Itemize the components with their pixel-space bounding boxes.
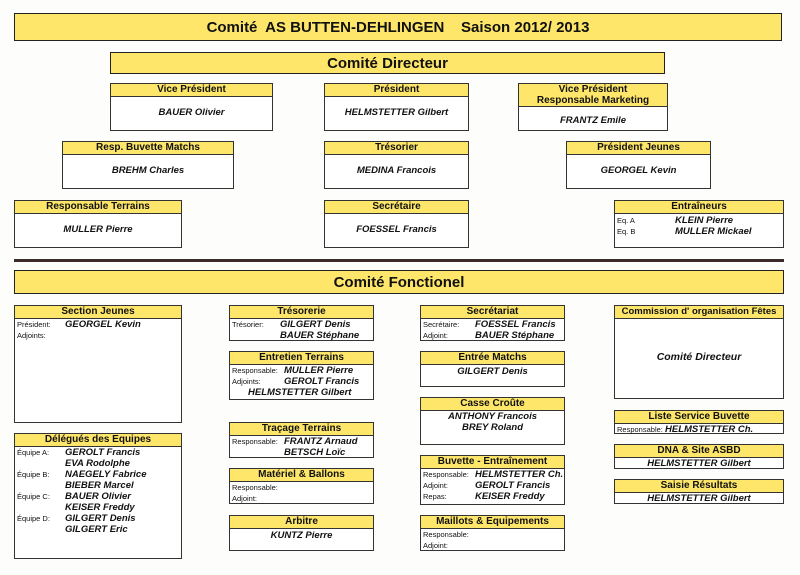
box-label: Liste Service Buvette <box>615 411 783 424</box>
box-responsable-terrains <box>14 200 182 248</box>
list-item <box>230 319 373 330</box>
list-item <box>615 424 783 435</box>
person-name: BAUER Olivier <box>65 491 131 502</box>
person-name: MULLER Pierre <box>63 224 133 235</box>
list-item <box>421 491 564 502</box>
delegues-rows <box>15 447 181 535</box>
list-item <box>15 513 181 524</box>
list-item <box>230 330 373 341</box>
list-item <box>421 540 564 551</box>
list-item <box>230 387 373 398</box>
list-item <box>615 215 783 226</box>
person-name: FRANTZ Emile <box>560 115 626 126</box>
box-entretien-terrains <box>229 351 374 400</box>
list-item <box>421 319 564 330</box>
person-name: BIEBER Marcel <box>65 480 134 491</box>
box-label: Secrétariat <box>421 306 564 319</box>
box-label: Entraîneurs <box>615 201 783 214</box>
row-label: Adjoint: <box>232 494 258 503</box>
box-entree-matchs <box>420 351 565 387</box>
box-label: Traçage Terrains <box>230 423 373 436</box>
box-label: Matériel & Ballons <box>230 469 373 482</box>
box-label <box>519 84 667 107</box>
person-name: KEISER Freddy <box>475 491 545 502</box>
person-name: KUNTZ Pierre <box>270 530 333 541</box>
row-label: Équipe C: <box>17 492 50 501</box>
row-label: Président: <box>17 320 51 329</box>
box-label: DNA & Site ASBD <box>615 445 783 458</box>
entraineurs-rows <box>615 214 783 237</box>
row-label: Équipe B: <box>17 470 50 479</box>
person-name: BAUER Stéphane <box>280 330 360 341</box>
person-name: GILGERT Denis <box>280 319 351 330</box>
row-label: Adjoint: <box>423 331 449 340</box>
row-label: Adjoint: <box>423 481 449 490</box>
person-name: GEORGEL Kevin <box>600 165 677 176</box>
box-label: Entrée Matchs <box>421 352 564 365</box>
person-name: KEISER Freddy <box>65 502 135 513</box>
list-item <box>15 319 181 330</box>
list-item <box>15 524 181 535</box>
box-tresorier <box>324 141 469 189</box>
box-label: Maillots & Equipements <box>421 516 564 529</box>
box-liste-service-buvette <box>614 410 784 434</box>
box-dna-site <box>614 444 784 469</box>
row-label: Eq. B <box>617 227 636 236</box>
row-label: Responsable: <box>617 425 663 434</box>
person-name: BAUER Olivier <box>158 107 225 118</box>
box-buvette-entrainement <box>420 455 565 505</box>
box-label-line2: Responsable Marketing <box>536 95 650 106</box>
list-item <box>230 376 373 387</box>
list-item <box>15 458 181 469</box>
person-name: FOESSEL Francis <box>475 319 556 330</box>
row-label: Équipe A: <box>17 448 50 457</box>
box-secretaire <box>324 200 469 248</box>
person-name: HELMSTETTER Ch. <box>665 424 754 435</box>
box-delegues-equipes <box>14 433 182 559</box>
box-materiel-ballons <box>229 468 374 504</box>
box-vice-president-marketing <box>518 83 668 131</box>
list-item <box>15 491 181 502</box>
row-label: Responsable: <box>232 437 278 446</box>
person-name: GILGERT Denis <box>457 366 528 377</box>
row-label: Eq. A <box>617 216 635 225</box>
box-vice-president <box>110 83 273 131</box>
section-title-fonctionel: Comité Fonctionel <box>14 270 784 294</box>
box-label: Section Jeunes <box>15 306 181 319</box>
row-label: Responsable: <box>423 470 469 479</box>
box-label: Buvette - Entraînement <box>421 456 564 469</box>
list-item <box>421 480 564 491</box>
row-label: Adjoint: <box>423 541 449 550</box>
list-item <box>15 330 181 341</box>
box-tresorerie <box>229 305 374 341</box>
section-title-directeur: Comité Directeur <box>110 52 665 74</box>
person-name: BAUER Stéphane <box>475 330 555 341</box>
list-item <box>421 529 564 540</box>
box-president <box>324 83 469 131</box>
person-name: Comité Directeur <box>656 351 742 363</box>
person-name: HELMSTETTER Gilbert <box>248 387 352 398</box>
person-name: EVA Rodolphe <box>65 458 130 469</box>
box-label: Resp. Buvette Matchs <box>63 142 233 155</box>
list-item <box>15 480 181 491</box>
list-item <box>15 502 181 513</box>
person-name: HELMSTETTER Ch. <box>475 469 564 480</box>
box-section-jeunes <box>14 305 182 423</box>
box-commission-fetes <box>614 305 784 399</box>
person-name: GILGERT Denis <box>65 513 136 524</box>
box-label: Commission d' organisation Fêtes <box>615 306 783 319</box>
person-name: FOESSEL Francis <box>356 224 437 235</box>
list-item <box>615 226 783 237</box>
person-name: BREY Roland <box>461 422 524 433</box>
row-label: Adjoints: <box>232 377 261 386</box>
box-buvette-matchs <box>62 141 234 189</box>
box-tracage-terrains <box>229 422 374 458</box>
person-name: MEDINA Francois <box>356 165 437 176</box>
box-label: Trésorerie <box>230 306 373 319</box>
box-label: Président <box>325 84 468 97</box>
row-label: Responsable: <box>232 483 278 492</box>
box-label: Secrétaire <box>325 201 468 214</box>
box-saisie-resultats <box>614 479 784 504</box>
box-label: Arbitre <box>230 516 373 529</box>
row-label: Adjoints: <box>17 331 46 340</box>
person-name: GEROLT Francis <box>284 376 360 387</box>
person-name: FRANTZ Arnaud <box>284 436 358 447</box>
box-casse-croute <box>420 397 565 445</box>
person-name: GEORGEL Kevin <box>65 319 141 330</box>
box-secretariat <box>420 305 565 341</box>
box-label: Entretien Terrains <box>230 352 373 365</box>
list-item <box>230 493 373 504</box>
list-item <box>230 436 373 447</box>
page-title: Comité AS BUTTEN-DEHLINGEN Saison 2012/ 2013 <box>14 13 782 41</box>
list-item <box>15 447 181 458</box>
person-name: GEROLT Francis <box>475 480 551 491</box>
box-label-line1: Vice Président <box>558 84 628 95</box>
box-label: Président Jeunes <box>567 142 710 155</box>
box-label: Casse Croûte <box>421 398 564 411</box>
list-item <box>15 469 181 480</box>
row-label: Secrétaire: <box>423 320 460 329</box>
box-label: Délégués des Equipes <box>15 434 181 447</box>
person-name: HELMSTETTER Gilbert <box>344 107 449 118</box>
row-label: Responsable: <box>423 530 469 539</box>
person-name: MULLER Pierre <box>284 365 354 376</box>
person-name: BREHM Charles <box>111 165 185 176</box>
person-name: NAEGELY Fabrice <box>65 469 147 480</box>
person-name: HELMSTETTER Gilbert <box>647 458 751 469</box>
box-maillots-equipements <box>420 515 565 551</box>
list-item <box>230 482 373 493</box>
person-name: KLEIN Pierre <box>675 215 734 226</box>
row-label: Trésorier: <box>232 320 264 329</box>
person-name: MULLER Mickael <box>675 226 752 237</box>
person-name: GILGERT Eric <box>65 524 128 535</box>
box-label: Saisie Résultats <box>615 480 783 493</box>
box-arbitre <box>229 515 374 551</box>
person-name: HELMSTETTER Gilbert <box>647 493 751 504</box>
list-item <box>421 330 564 341</box>
box-label: Responsable Terrains <box>15 201 181 214</box>
list-item <box>421 469 564 480</box>
person-name: GEROLT Francis <box>65 447 141 458</box>
list-item <box>230 447 373 458</box>
person-name: BETSCH Loïc <box>284 447 346 458</box>
box-entraineurs <box>614 200 784 248</box>
row-label: Équipe D: <box>17 514 50 523</box>
person-name: ANTHONY Francois <box>447 411 538 422</box>
row-label: Repas: <box>423 492 447 501</box>
section-divider <box>14 259 784 262</box>
box-president-jeunes <box>566 141 711 189</box>
list-item <box>230 365 373 376</box>
box-label: Trésorier <box>325 142 468 155</box>
row-label: Responsable: <box>232 366 278 375</box>
box-label: Vice Président <box>111 84 272 97</box>
